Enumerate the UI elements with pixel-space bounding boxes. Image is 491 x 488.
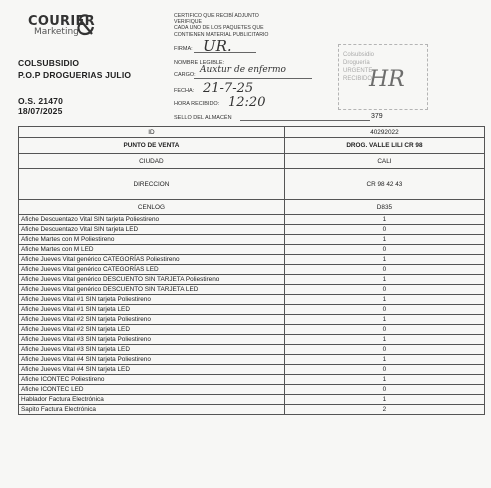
item-label: Afiche Jueves Vital #2 SIN tarjeta LED (19, 325, 285, 335)
item-quantity: 1 (284, 295, 484, 305)
table-row (19, 127, 485, 138)
table-row (19, 305, 485, 315)
item-label: Afiche ICONTEC Poliestireno (19, 375, 285, 385)
delivery-table (18, 126, 485, 415)
client-name: COLSUBSIDIO (18, 58, 80, 68)
cargo-handwritten: Auxtur de enfermo (200, 65, 286, 75)
item-label: Afiche Descuentazo Vital SIN tarjeta Poliestireno (19, 215, 285, 225)
item-label: Afiche Jueves Vital #3 SIN tarjeta Poliestireno (19, 335, 285, 345)
stamp-line: Droguería (343, 60, 370, 66)
item-label: Afiche Jueves Vital #1 SIN tarjeta LED (19, 305, 285, 315)
firma-label: FIRMA: (174, 46, 193, 52)
fecha-handwritten: 21-7-25 (203, 81, 254, 96)
table-value: 40292022 (284, 127, 484, 138)
table-row (19, 385, 485, 395)
item-label: Afiche Jueves Vital #1 SIN tarjeta Poliestireno (19, 295, 285, 305)
item-quantity: 1 (284, 355, 484, 365)
table-row (19, 345, 485, 355)
item-quantity: 0 (284, 365, 484, 375)
logo-sub: Marketing (34, 27, 79, 37)
item-label: Afiche Martes con M LED (19, 245, 285, 255)
table-value: CR 98 42 43 (284, 169, 484, 200)
table-row (19, 200, 485, 215)
table-row (19, 295, 485, 305)
table-label: PUNTO DE VENTA (19, 138, 285, 154)
table-row (19, 365, 485, 375)
stamp-line: Colsubsidio (343, 52, 375, 58)
client-sub: P.O.P DROGUERIAS JULIO (18, 70, 132, 80)
item-label: Sapito Factura Electrónica (19, 405, 285, 415)
stamp-line: RECIBIDO (343, 76, 373, 82)
fecha-label: FECHA: (174, 88, 195, 94)
table-row (19, 138, 485, 154)
table-row (19, 225, 485, 235)
table-row (19, 395, 485, 405)
item-quantity: 0 (284, 245, 484, 255)
cert-line: CONTIENEN MATERIAL PUBLICITARIO (174, 31, 269, 38)
logo-brand: COURIER (28, 14, 95, 29)
item-label: Afiche Jueves Vital #4 SIN tarjeta Poliestireno (19, 355, 285, 365)
item-label: Afiche Jueves Vital genérico DESCUENTO SIN TARJETA LED (19, 285, 285, 295)
table-row (19, 215, 485, 225)
stamp-line: URGENTE (343, 68, 373, 74)
item-quantity: 1 (284, 375, 484, 385)
table-row (19, 154, 485, 169)
table-label: ID (19, 127, 285, 138)
table-row (19, 325, 485, 335)
store-stamp (338, 44, 428, 110)
item-label: Afiche Descuentazo Vital SIN tarjeta LED (19, 225, 285, 235)
item-label: Afiche Jueves Vital #4 SIN tarjeta LED (19, 365, 285, 375)
item-quantity: 1 (284, 395, 484, 405)
item-quantity: 0 (284, 305, 484, 315)
sello-line (240, 120, 370, 121)
cert-line: VERIFIQUE (174, 19, 202, 26)
table-row (19, 315, 485, 325)
item-quantity: 0 (284, 325, 484, 335)
item-label: Afiche ICONTEC LED (19, 385, 285, 395)
table-row (19, 255, 485, 265)
item-quantity: 1 (284, 275, 484, 285)
stamp-initials: HR (369, 67, 405, 92)
table-label: DIRECCION (19, 169, 285, 200)
item-quantity: 1 (284, 235, 484, 245)
nombre-label: NOMBRE LEGIBLE: (174, 60, 225, 66)
table-row (19, 355, 485, 365)
certificate-text (174, 13, 268, 38)
item-label: Afiche Jueves Vital genérico CATEGORÍAS Poliestireno (19, 255, 285, 265)
item-label: Afiche Jueves Vital genérico CATEGORÍAS LED (19, 265, 285, 275)
item-quantity: 0 (284, 225, 484, 235)
item-quantity: 0 (284, 345, 484, 355)
table-row (19, 235, 485, 245)
table-row (19, 245, 485, 255)
table-label: CENLOG (19, 200, 285, 215)
item-quantity: 1 (284, 335, 484, 345)
ampersand-logo-icon (74, 12, 96, 38)
item-label: Hablador Factura Electrónica (19, 395, 285, 405)
item-label: Afiche Jueves Vital genérico DESCUENTO SIN TARJETA Poliestireno (19, 275, 285, 285)
cargo-label: CARGO: (174, 72, 196, 78)
table-row (19, 335, 485, 345)
firma-signature: UR. (203, 37, 232, 55)
sello-number: 379 (371, 113, 383, 120)
item-quantity: 1 (284, 255, 484, 265)
table-value: D835 (284, 200, 484, 215)
item-label: Afiche Jueves Vital #3 SIN tarjeta LED (19, 345, 285, 355)
item-label: Afiche Martes con M Poliestireno (19, 235, 285, 245)
item-quantity: 0 (284, 285, 484, 295)
table-row (19, 285, 485, 295)
order-number: O.S. 21470 (18, 96, 64, 106)
item-quantity: 0 (284, 385, 484, 395)
item-quantity: 1 (284, 315, 484, 325)
cert-line: CADA UNO DE LOS PAQUETES QUE (174, 25, 264, 32)
item-quantity: 0 (284, 265, 484, 275)
cargo-line (194, 78, 312, 79)
hora-label: HORA RECIBIDO: (174, 101, 220, 107)
table-row (19, 275, 485, 285)
table-row (19, 265, 485, 275)
item-quantity: 2 (284, 405, 484, 415)
hora-handwritten: 12:20 (228, 95, 266, 110)
table-value: CALI (284, 154, 484, 169)
item-label: Afiche Jueves Vital #2 SIN tarjeta Poliestireno (19, 315, 285, 325)
table-value: DROG. VALLE LILI CR 98 (284, 138, 484, 154)
order-date: 18/07/2025 (18, 106, 63, 116)
table-row (19, 375, 485, 385)
table-label: CIUDAD (19, 154, 285, 169)
table-row (19, 405, 485, 415)
sello-label: SELLO DEL ALMACÉN (174, 115, 232, 121)
cert-line: CERTIFICO QUE RECIBÍ ADJUNTO (174, 13, 259, 19)
table-row (19, 169, 485, 200)
item-quantity: 1 (284, 215, 484, 225)
